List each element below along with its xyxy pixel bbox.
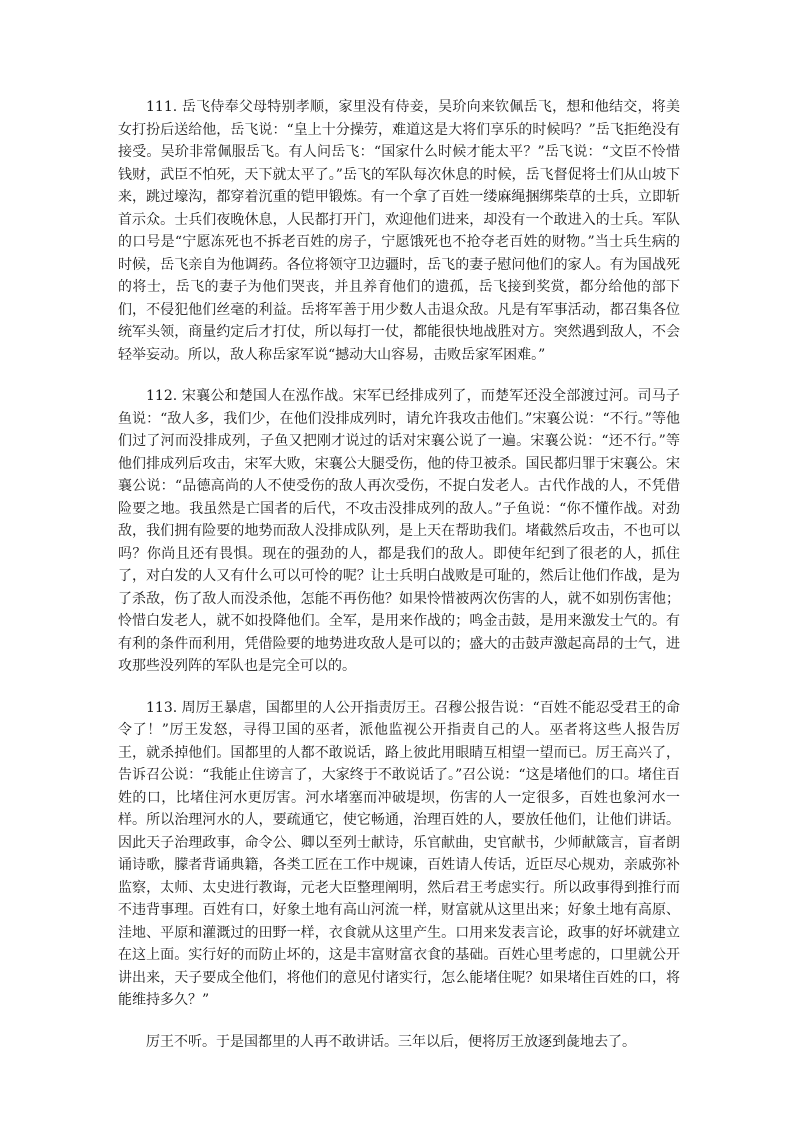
paragraph-111: 111. 岳飞侍奉父母特别孝顺，家里没有侍妾，吴玠向来钦佩岳飞，想和他结交，将美女打扮后送给他，岳飞说：“皇上十分操劳，难道这是大将们享乐的时候吗？”岳飞拒绝没有接受。吴玠非常佩服岳飞。有人问岳飞：“国家什么时候才能太平？”岳飞说：“文臣不怜惜钱财，武臣不怕死，天下就太平了。”岳飞的军队每次休息的时候，岳飞督促将士们从山坡下来，跳过壕沟，都穿着沉重的铠甲锻炼。有一个拿了百姓一缕麻绳捆绑柴草的士兵，立即斩首示众。士兵们夜晚休息，人民都打开门，欢迎他们进来，却没有一个敢进入的士兵。军队的口号是“宁愿冻死也不拆老百姓的房子，宁愿饿死也不抢夺老百姓的财物。”当士兵生病的时候，岳飞亲自为他调药。各位将领守卫边疆时，岳飞的妻子慰问他们的家人。有为国战死的将士，岳飞的妻子为他们哭丧，并且养育他们的遗孤，岳飞接到奖赏，都分给他的部下们，不侵犯他们丝毫的利益。岳将军善于用少数人击退众敌。凡是有军事活动，都召集各位统军头领，商量约定后才打仗，所以每打一仗，都能很快地战胜对方。突然遇到敌人，不会轻举妄动。所以，敌人称岳家军说“撼动大山容易，击败岳家军困难。” xyxy=(118,99,680,363)
paragraph-conclusion: 厉王不听。于是国都里的人再不敢讲话。三年以后，便将厉王放逐到彘地去了。 xyxy=(146,1033,636,1050)
document-body xyxy=(118,96,680,1053)
paragraph-112: 112. 宋襄公和楚国人在泓作战。宋军已经排成列了，而楚军还没全部渡过河。司马子鱼说：“敌人多，我们少，在他们没排成列时，请允许我攻击他们。”宋襄公说：“不行。”等他们过了河而没排成列，子鱼又把刚才说过的话对宋襄公说了一遍。宋襄公说：“还不行。”等他们排成列后攻击，宋军大败，宋襄公大腿受伤，他的侍卫被杀。国民都归罪于宋襄公。宋襄公说：“品德高尚的人不使受伤的敌人再次受伤，不捉白发老人。古代作战的人，不凭借险要之地。我虽然是亡国者的后代，不攻击没排成列的敌人。”子鱼说：“你不懂作战。对劲敌，我们拥有险要的地势而敌人没排成队列，是上天在帮助我们。堵截然后攻击，不也可以吗？你尚且还有畏惧。现在的强劲的人，都是我们的敌人。即使年纪到了很老的人，抓住了，对白发的人又有什么可以可怜的呢？让士兵明白战败是可耻的，然后让他们作战，是为了杀敌，伤了敌人而没杀他，怎能不再伤他？如果怜惜被两次伤害的人，就不如别伤害他；怜惜白发老人，就不如投降他们。全军，是用来作战的；鸣金击鼓，是用来激发士气的。有有利的条件而利用，凭借险要的地势进攻敌人是可以的；盛大的击鼓声激起高昂的士气，进攻那些没列阵的军队也是完全可以的。 xyxy=(118,388,680,674)
paragraph-113: 113. 周厉王暴虐，国都里的人公开指责厉王。召穆公报告说：“百姓不能忍受君王的命令了！”厉王发怒，寻得卫国的巫者，派他监视公开指责自己的人。巫者将这些人报告厉王，就杀掉他们。国都里的人都不敢说话，路上彼此用眼睛互相望一望而已。厉王高兴了，告诉召公说：“我能止住谤言了，大家终于不敢说话了。”召公说：“这是堵他们的口。堵住百姓的口，比堵住河水更厉害。河水堵塞而冲破堤坝，伤害的人一定很多，百姓也象河水一样。所以治理河水的人，要疏通它，使它畅通，治理百姓的人，要放任他们，让他们讲话。因此天子治理政事，命令公、卿以至列士献诗，乐官献曲，史官献书，少师献箴言，盲者朗诵诗歌，朦者背诵典籍，各类工匠在工作中规谏，百姓请人传话，近臣尽心规劝，亲戚弥补监察，太师、太史进行教诲，元老大臣整理阐明，然后君王考虑实行。所以政事得到推行而不违背事理。百姓有口，好象土地有高山河流一样，财富就从这里出来；好象土地有高原、洼地、平原和灌溉过的田野一样，衣食就从这里产生。口用来发表言论，政事的好坏就建立在这上面。实行好的而防止坏的，这是丰富财富衣食的基础。百姓心里考虑的，口里就公开讲出来，天子要成全他们，将他们的意见付诸实行，怎么能堵住呢？如果堵住百姓的口，将能维持多久？” xyxy=(118,699,680,1008)
